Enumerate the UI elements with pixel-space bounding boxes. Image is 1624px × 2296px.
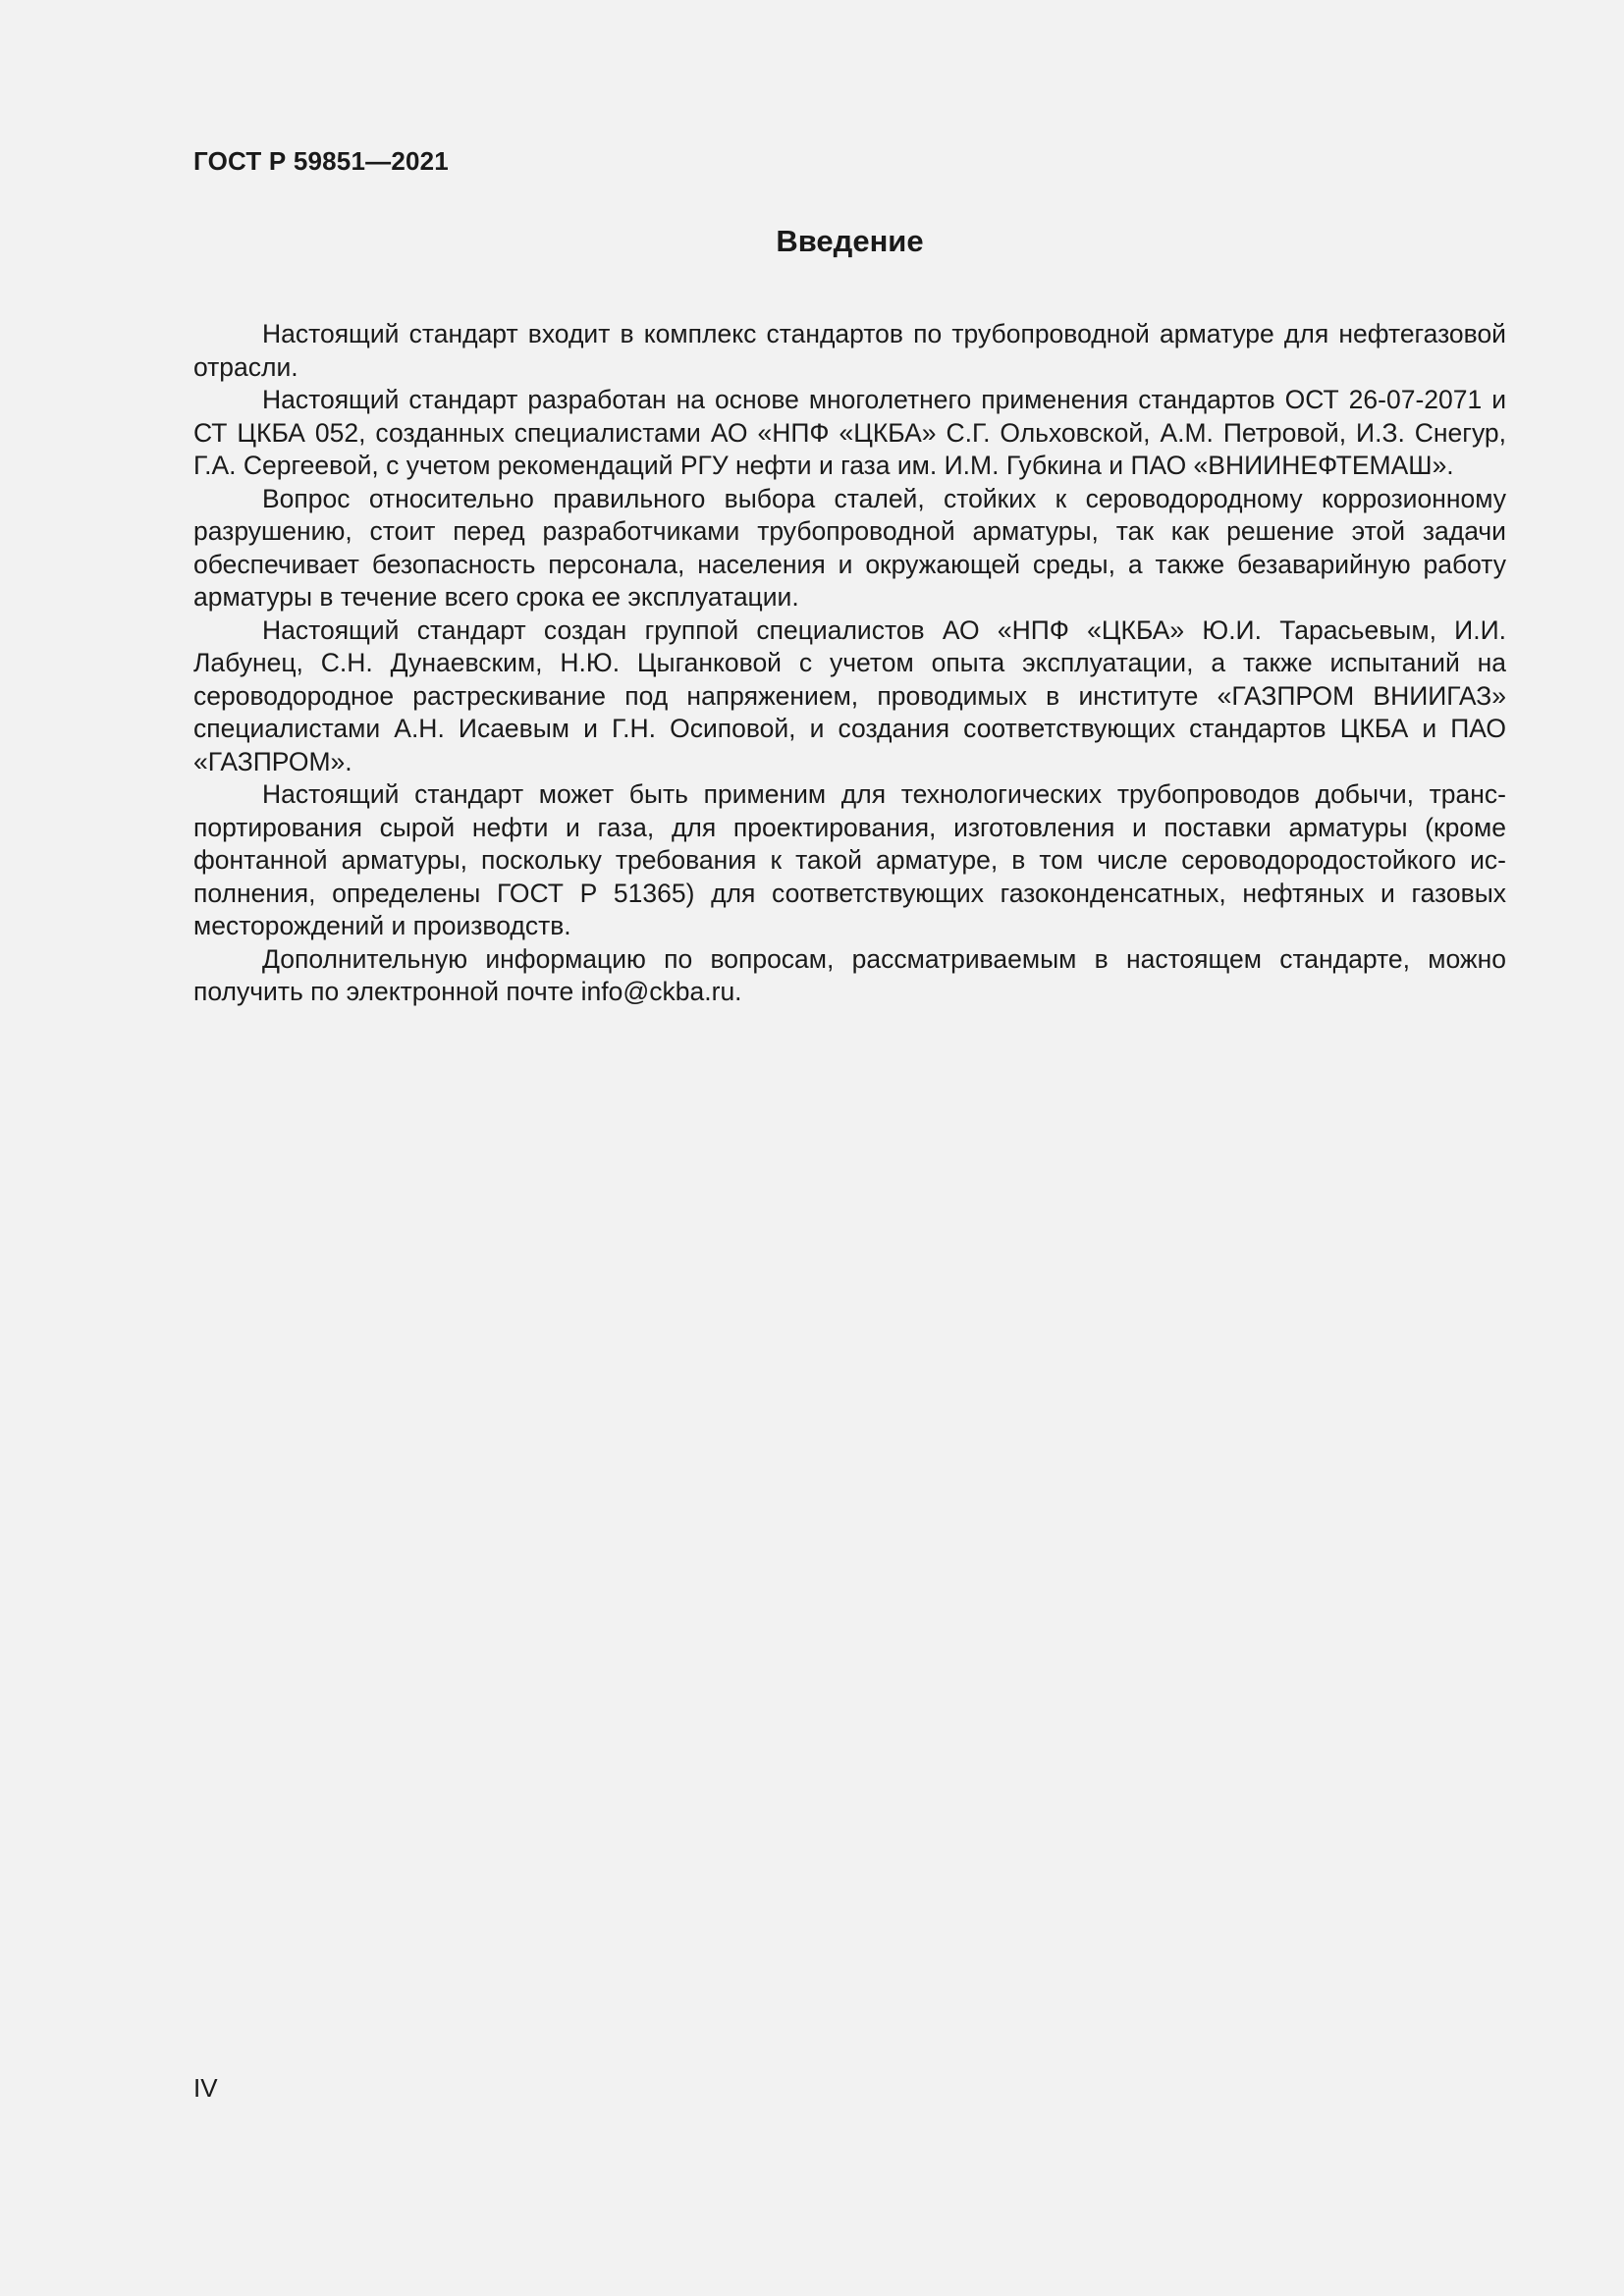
paragraph: Дополнительную информацию по вопросам, рассматриваемым в настоящем стандарте, можно получить по электронной почте info@ckba.ru. [193,943,1506,1006]
page-number: IV [193,2073,218,2103]
section-title: Введение [776,224,924,258]
paragraph: Настоящий стандарт разработан на основе многолетнего применения стандартов ОСТ 26-07-2071 и СТ ЦКБА 052, созданных специалистами АО «НПФ «ЦКБА» С.Г. Ольховской, А.М. Петровой, И.З. Снегур, Г.А. Сергеевой, с учетом рекомендаций РГУ нефти и газа им. И.М. Губкина и ПАО «ВНИИНЕФТЕМАШ». [193,385,1506,480]
paragraph: Настоящий стандарт входит в комплекс стандартов по трубопроводной арматуре для нефтегазовой отрасли. [193,319,1506,382]
introduction-body [193,318,1506,1009]
paragraph: Настоящий стандарт может быть применим для технологических трубопроводов добычи, транспортирования сырой нефти и газа, для проектирования, изготовления и поставки арматуры (кроме фонтанной арматуры, поскольку требования к такой арматуре, в том числе сероводородостойкого исполнения, определены ГОСТ Р 51365) для соответствующих газоконденсатных, нефтяных и газовых месторождений и производств. [193,779,1506,940]
document-code: ГОСТ Р 59851—2021 [193,146,449,176]
paragraph: Вопрос относительно правильного выбора сталей, стойких к сероводородному коррозионному разрушению, стоит перед разработчиками трубопроводной арматуры, так как решение этой задачи обеспечивает безопасность персонала, населения и окружающей среды, а также безаварийную работу арматуры в течение всего срока ее эксплуатации. [193,483,1506,612]
paragraph: Настоящий стандарт создан группой специалистов АО «НПФ «ЦКБА» Ю.И. Тарасьевым, И.И. Лабунец, С.Н. Дунаевским, Н.Ю. Цыганковой с учетом опыта эксплуатации, а также испытаний на сероводородное растрескивание под напряжением, проводимых в институте «ГАЗПРОМ ВНИИГАЗ» специалистами А.Н. Исаевым и Г.Н. Осиповой, и создания соответствующих стандартов ЦКБА и ПАО «ГАЗПРОМ». [193,614,1506,776]
